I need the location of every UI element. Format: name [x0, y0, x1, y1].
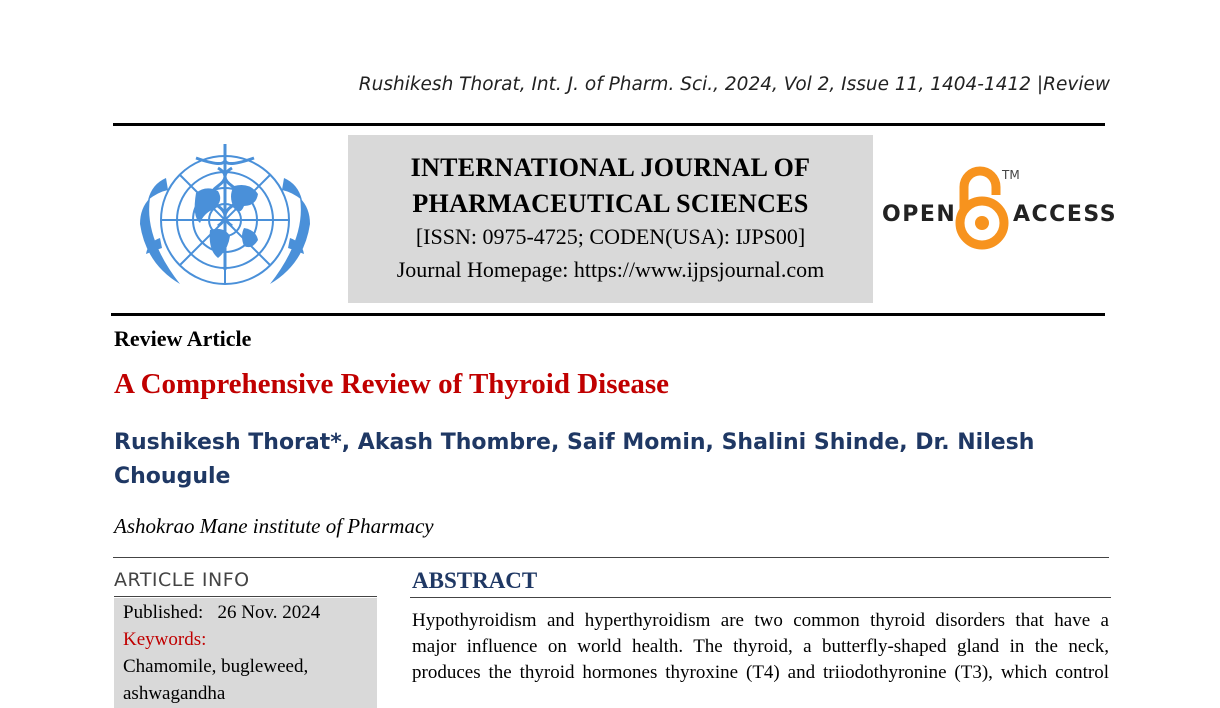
header-bottom-rule: [111, 313, 1105, 316]
abstract-line: produces the thyroid hormones thyroxine (T4) and triiodothyronine (T3), which control: [412, 662, 1109, 683]
article-info-rule: [114, 596, 377, 597]
journal-banner: [348, 135, 873, 303]
journal-title-line2: PHARMACEUTICAL SCIENCES: [412, 189, 809, 218]
open-access-logo: [880, 165, 1118, 255]
journal-title-line1: INTERNATIONAL JOURNAL OF: [410, 153, 811, 182]
running-header: Rushikesh Thorat, Int. J. of Pharm. Sci., 2024, Vol 2, Issue 11, 1404-1412 |Review: [358, 74, 1110, 95]
affiliation: Ashokrao Mane institute of Pharmacy: [114, 514, 434, 538]
journal-homepage: Journal Homepage: https://www.ijpsjournal.com: [396, 257, 825, 282]
un-emblem-logo: [126, 138, 324, 306]
article-type: Review Article: [114, 326, 252, 351]
open-access-open-text: OPEN: [882, 202, 957, 227]
keywords-label: Keywords:: [123, 629, 207, 650]
abstract-rule: [410, 597, 1111, 598]
paper-title: A Comprehensive Review of Thyroid Disease: [114, 368, 670, 400]
author-list: Rushikesh Thorat*, Akash Thombre, Saif Momin, Shalini Shinde, Dr. Nilesh Chougule: [114, 430, 1035, 489]
article-info-box: [114, 598, 377, 708]
journal-issn: [ISSN: 0975-4725; CODEN(USA): IJPS00]: [415, 224, 806, 249]
section-divider: [113, 557, 1109, 558]
open-access-tm: TM: [1002, 168, 1020, 182]
abstract-body: [412, 608, 1109, 686]
keywords-list: Chamomile, bugleweed, ashwagandha: [123, 656, 309, 704]
open-access-access-text: ACCESS: [1013, 202, 1118, 227]
published-date: Published: 26 Nov. 2024: [123, 602, 321, 623]
article-info-heading: ARTICLE INFO: [114, 569, 250, 591]
abstract-line: major influence on world health. The thyroid, a butterfly-shaped gland in the neck,: [412, 636, 1109, 657]
top-rule: [113, 123, 1105, 126]
abstract-heading: ABSTRACT: [412, 568, 538, 593]
abstract-line: Hypothyroidism and hyperthyroidism are two common thyroid disorders that have a: [412, 610, 1109, 631]
